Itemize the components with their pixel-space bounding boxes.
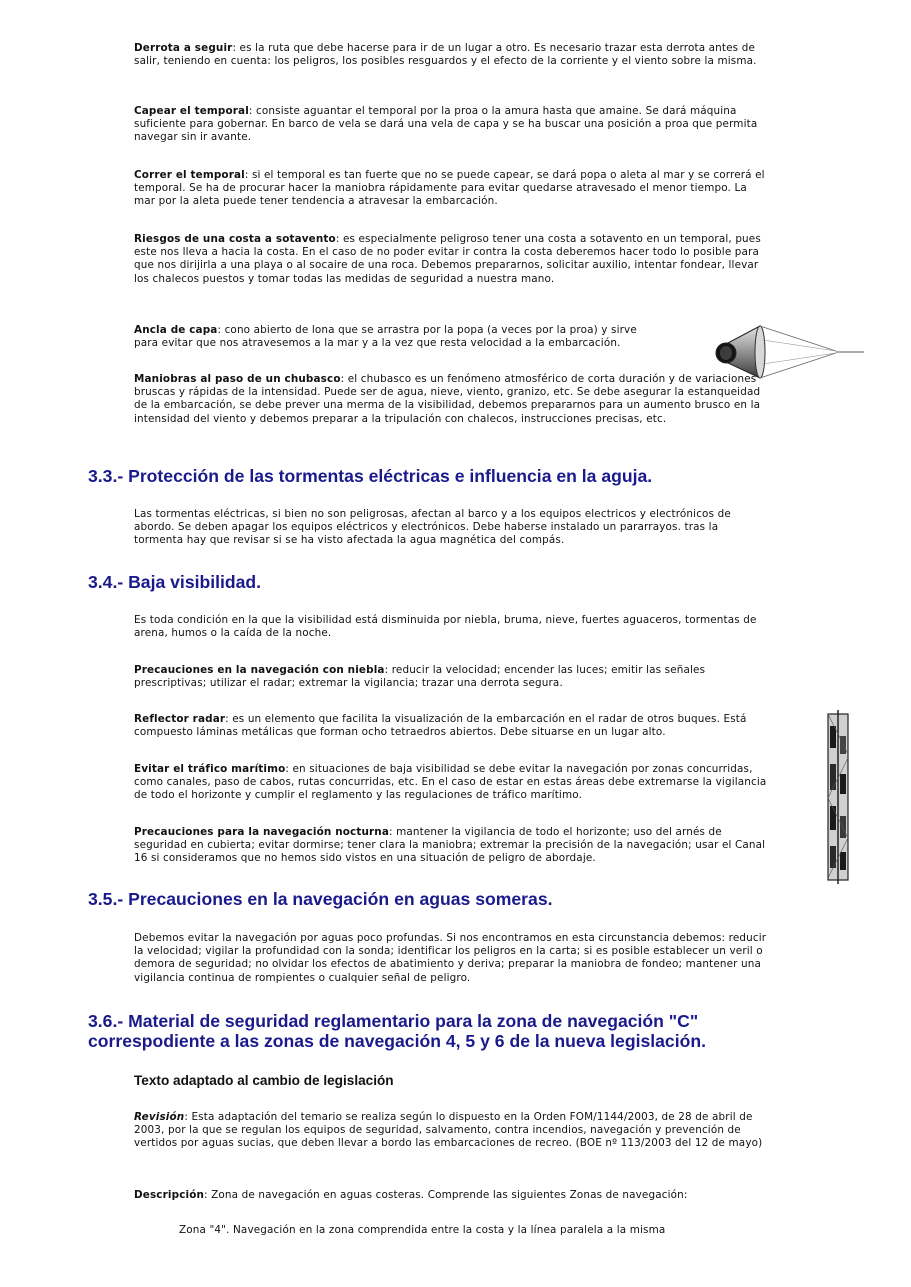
paragraph-baja-visibilidad [134,614,770,640]
paragraph-tormentas-electricas [134,508,770,548]
paragraph-text: : Esta adaptación del temario se realiza según lo dispuesto en la Orden FOM/1144/2003, de 28 de abril de 2003, por la que se regulan los equipos de seguridad, salvamento, contra incendios, navegación y prevención de vertidos por aguas sucias, que deben llevar a bordo las embarcaciones de recreo. (BOE nº 113/2003 del 12 de mayo) [134,1111,763,1150]
term-descripcion: Descripción [134,1189,205,1201]
term-evitar-trafico: Evitar el tráfico marítimo [134,763,286,775]
paragraph-text: : es la ruta que debe hacerse para ir de un lugar a otro. Es necesario trazar esta derrota antes de salir, teniendo en cuenta: los peligros, los posibles resguardos y el efecto de la corriente y el viento sobre la misma. [134,42,757,68]
paragraph-text: : es un elemento que facilita la visualización de la embarcación en el radar de otros buques. Está compuesto láminas metálicas que forman ocho tetraedros abiertos. Debe situarse en un lugar alto. [134,713,747,739]
paragraph-text: : cono abierto de lona que se arrastra por la popa (a veces por la proa) y sirve para evitar que nos atravesemos a la mar y a la vez que resta velocidad a la embarcación. [134,324,637,350]
paragraph-evitar-trafico [134,763,770,803]
paragraph-text: : es especialmente peligroso tener una costa a sotavento en un temporal, pues este nos lleva a hacia la costa. En el caso de no poder evitar ir contra la costa deberemos hacer todo lo posible para que nos dirijirla a una playa o al socaire de una roca. Debemos prepararnos, solicitar auxilio, intentar fondear, llevar los chalecos puestos y tomar todas las medidas de seguridad a nuestra mano. [134,233,761,285]
zona-4-line: Zona "4". Navegación en la zona comprendida entre la costa y la línea paralela a la misma [179,1224,666,1236]
paragraph-derrota-a-seguir [134,42,770,68]
term-riesgos-costa-sotavento: Riesgos de una costa a sotavento [134,233,336,245]
paragraph-reflector-radar [134,713,770,739]
term-ancla-de-capa: Ancla de capa [134,324,218,336]
paragraph-text: : reducir la velocidad; encender las luces; emitir las señales prescriptivas; utilizar el radar; extremar la vigilancia; trazar una derrota segura. [134,664,706,690]
term-maniobras-chubasco: Maniobras al paso de un chubasco [134,373,341,385]
term-revision: Revisión [134,1111,185,1123]
term-capear-el-temporal: Capear el temporal [134,105,249,117]
paragraph-text: : el chubasco es un fenómeno atmosférico de corta duración y de variaciones bruscas y rápidas de la intensidad. Puede ser de agua, nieve, viento, granizo, etc. Se debe asegurar la estanqueidad de la embarcación, se debe prever una merma de la visibilidad, debemos prepararnos para un aumento brusco en la intensidad del viento y debemos preparar a la tripulación con chalecos, instrucciones precisas, etc. [134,373,761,425]
term-precauciones-niebla: Precauciones en la navegación con niebla [134,664,385,676]
paragraph-navegacion-nocturna [134,826,774,866]
paragraph-text: Es toda condición en la que la visibilidad está disminuida por niebla, bruma, nieve, fuertes aguaceros, tormentas de arena, humos o la caída de la noche. [134,614,757,640]
paragraph-capear-el-temporal [134,105,770,145]
term-derrota-a-seguir: Derrota a seguir [134,42,233,54]
heading-3-5: 3.5.- Precauciones en la navegación en aguas someras. [88,889,553,909]
radar-reflector-illustration [812,708,852,886]
heading-3-3: 3.3.- Protección de las tormentas eléctricas e influencia en la aguja. [88,466,653,486]
paragraph-ancla-de-capa [134,324,659,350]
paragraph-text: Debemos evitar la navegación por aguas poco profundas. Si nos encontramos en esta circunstancia debemos: reducir la velocidad; vigilar la profundidad con la sonda; identificar los peligros en la carta; si es posible establecer un veril o demora de seguridad; no olvidar los efectos de abatimiento y deriva; preparar la maniobra de fondeo; mantener una vigilancia continua de rompientes o cualquier señal de peligro. [134,932,767,984]
paragraph-revision [134,1111,770,1151]
paragraph-riesgos-costa-sotavento [134,233,770,286]
term-navegacion-nocturna: Precauciones para la navegación nocturna [134,826,389,838]
heading-3-6: 3.6.- Material de seguridad reglamentario para la zona de navegación "C" correspodiente a las zonas de navegación 4, 5 y 6 de la nueva legislación. [88,1011,706,1051]
paragraph-correr-el-temporal [134,169,770,209]
paragraph-precauciones-niebla [134,664,770,690]
paragraph-text: : si el temporal es tan fuerte que no se puede capear, se dará popa o aleta al mar y se correrá el temporal. Se ha de procurar hacer la maniobra rápidamente para evitar quedarse atravesado el menor tiempo. La mar por la aleta puede tener tendencia a atravesar la embarcación. [134,169,765,208]
heading-3-4: 3.4.- Baja visibilidad. [88,572,262,592]
paragraph-text: : en situaciones de baja visibilidad se debe evitar la navegación por zonas concurridas, como canales, paso de cabos, rutas concurridas, etc. En el caso de estar en estas áreas debe extremarse la vigilancia de todo el horizonte y cumplir el reglamento y las regulaciones de tráfico marítimo. [134,763,767,802]
paragraph-aguas-someras [134,932,770,985]
paragraph-maniobras-chubasco [134,373,762,426]
paragraph-text: : Zona de navegación en aguas costeras. Comprende las siguientes Zonas de navegación: [204,1189,688,1201]
paragraph-descripcion [134,1189,770,1202]
term-correr-el-temporal: Correr el temporal [134,169,245,181]
term-reflector-radar: Reflector radar [134,713,226,725]
subheading-texto-adaptado: Texto adaptado al cambio de legislación [134,1073,394,1088]
paragraph-text: Las tormentas eléctricas, si bien no son peligrosas, afectan al barco y a los equipos electricos y electrónicos de abordo. Se deben apagar los equipos eléctricos y electrónicos. Debe haberse instalado un pararrayos. tras la tormenta hay que revisar si se ha visto afectada la agua magnética del compás. [134,508,731,547]
paragraph-text: : mantener la vigilancia de todo el horizonte; uso del arnés de seguridad en cubierta; evitar dormirse; tener clara la maniobra; extremar la precisión de la navegación; usar el Canal 16 si consideramos que no hemos sido vistos en una situación de peligro de abordaje. [134,826,766,865]
paragraph-text: : consiste aguantar el temporal por la proa o la amura hasta que amaine. Se dará máquina suficiente para gobernar. En barco de vela se dará una vela de capa y se ha buscar una posición a proa que permita navegar sin ir avante. [134,105,758,144]
